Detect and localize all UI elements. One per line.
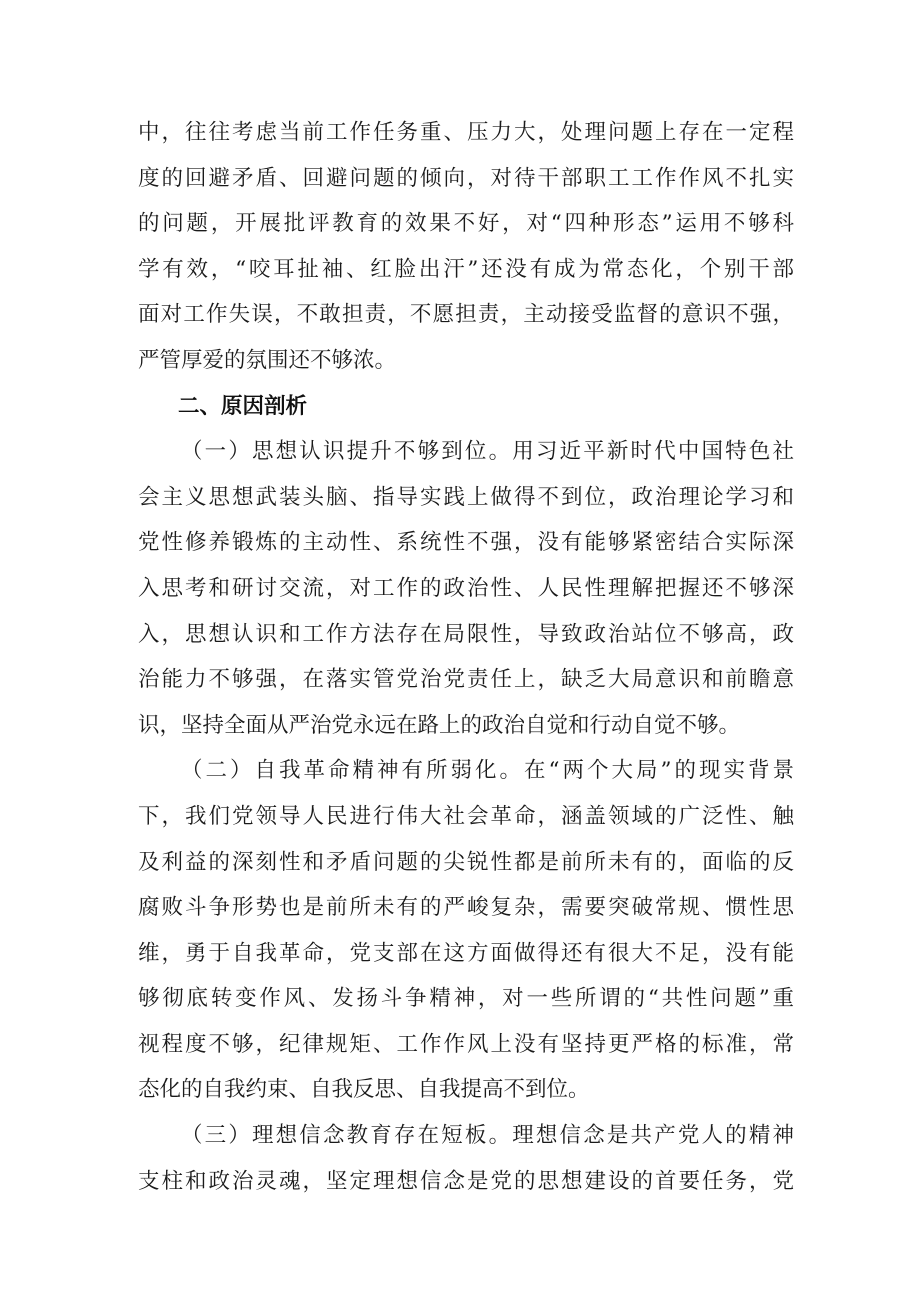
text-line: 入思考和研讨交流，对工作的政治性、人民性理解把握还不够深 xyxy=(138,575,794,601)
text-line: 识，坚持全面从严治党永远在路上的政治自觉和行动自觉不够。 xyxy=(138,712,741,738)
text-line: 入，思想认识和工作方法存在局限性，导致政治站位不够高，政 xyxy=(138,621,794,647)
text-line: （一）思想认识提升不够到位。用习近平新时代中国特色社 xyxy=(181,439,794,465)
text-line: 及利益的深刻性和矛盾问题的尖锐性都是前所未有的，面临的反 xyxy=(138,849,794,875)
text-line: 严管厚爱的氛围还不够浓。 xyxy=(138,347,397,373)
text-line: 视程度不够，纪律规矩、工作作风上没有坚持更严格的标准，常 xyxy=(138,1031,794,1057)
text-line: 治能力不够强，在落实管党治党责任上，缺乏大局意识和前瞻意 xyxy=(138,667,794,693)
text-line: 支柱和政治灵魂，坚定理想信念是党的思想建设的首要任务，党 xyxy=(138,1168,794,1194)
text-line: 腐败斗争形势也是前所未有的严峻复杂，需要突破常规、惯性思 xyxy=(138,895,794,921)
text-line: 够彻底转变作风、发扬斗争精神，对一些所谓的“共性问题”重 xyxy=(138,986,794,1012)
text-line: 会主义思想武装头脑、指导实践上做得不到位，政治理论学习和 xyxy=(138,484,794,510)
paragraph-self-revolution xyxy=(138,748,794,1113)
section-heading: 二、原因剖析 xyxy=(178,393,308,419)
text-line: 下，我们党领导人民进行伟大社会革命，涵盖领域的广泛性、触 xyxy=(138,803,794,829)
paragraph-thought-awareness xyxy=(138,429,794,748)
paragraph-ideals-education xyxy=(138,1113,794,1204)
text-line: 面对工作失误，不敢担责，不愿担责，主动接受监督的意识不强， xyxy=(138,302,794,328)
text-line: 学有效，“咬耳扯袖、红脸出汗”还没有成为常态化，个别干部 xyxy=(138,256,794,282)
document-body xyxy=(138,110,794,1204)
text-line: （三）理想信念教育存在短板。理想信念是共产党人的精神 xyxy=(181,1123,794,1149)
text-line: （二）自我革命精神有所弱化。在“两个大局”的现实背景 xyxy=(181,758,794,784)
text-line: 中，往往考虑当前工作任务重、压力大，处理问题上存在一定程 xyxy=(138,120,794,145)
text-line: 维，勇于自我革命，党支部在这方面做得还有很大不足，没有能 xyxy=(138,940,794,966)
text-line: 度的回避矛盾、回避问题的倾向，对待干部职工工作作风不扎实 xyxy=(138,165,794,191)
text-line: 党性修养锻炼的主动性、系统性不强，没有能够紧密结合实际深 xyxy=(138,530,794,556)
text-line: 态化的自我约束、自我反思、自我提高不到位。 xyxy=(138,1077,590,1103)
text-line: 的问题，开展批评教育的效果不好，对“四种形态”运用不够科 xyxy=(138,211,794,237)
intro-paragraph xyxy=(138,110,794,384)
